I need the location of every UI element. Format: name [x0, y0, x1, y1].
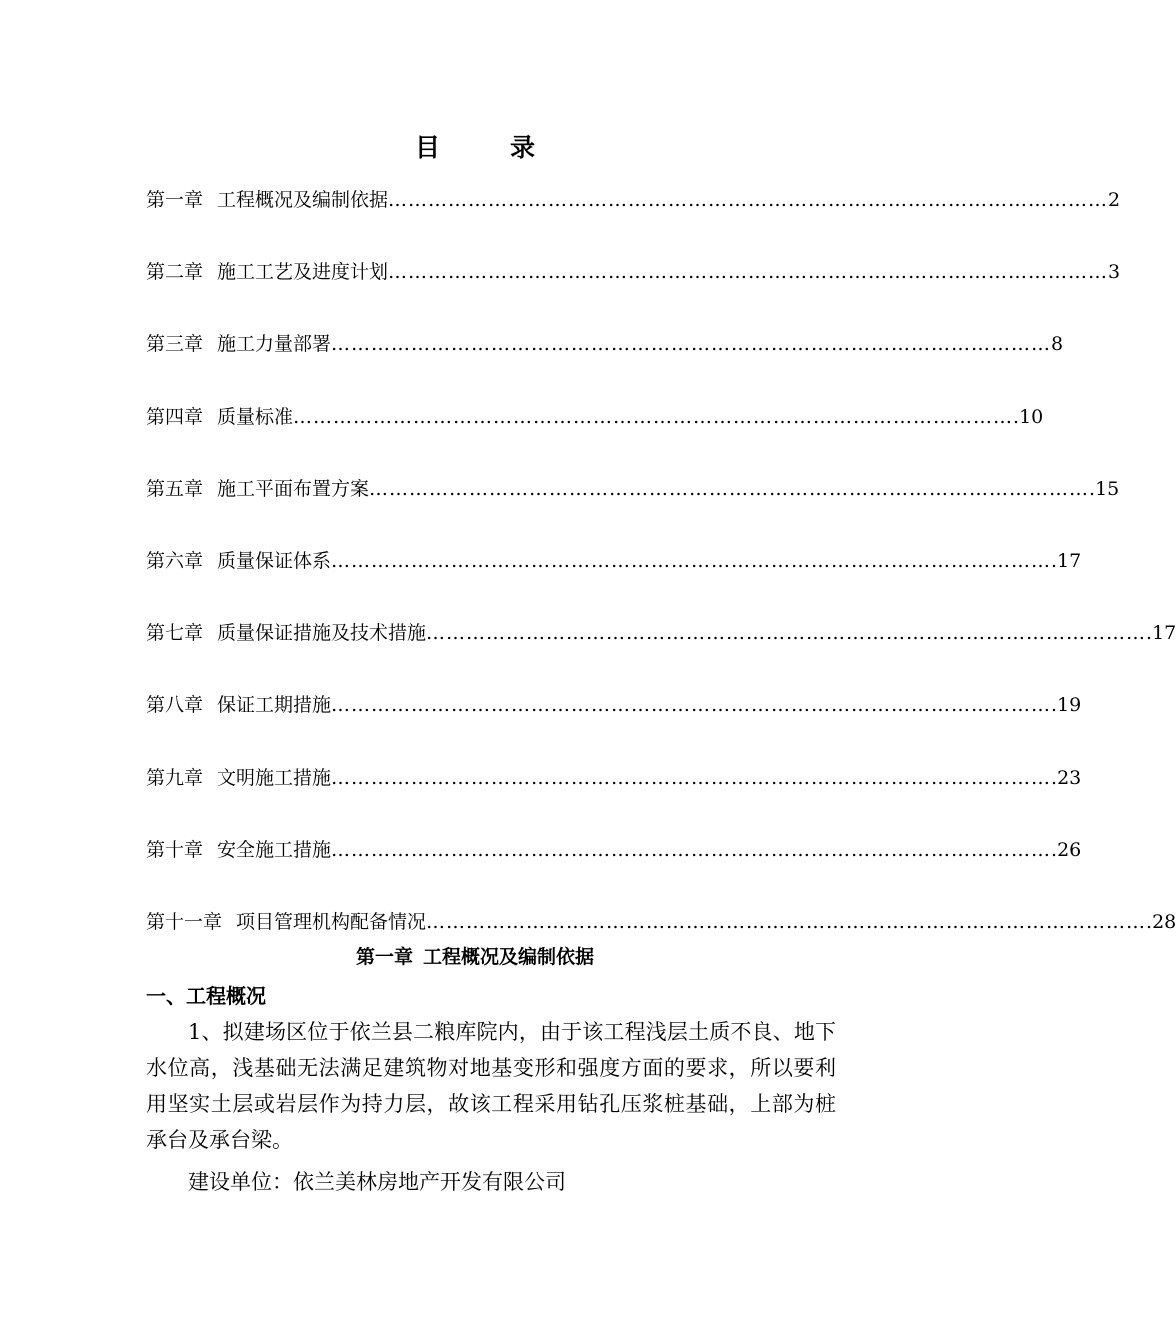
toc-leader: ………………………………………………………………………………………………	[331, 838, 1052, 861]
toc-entry[interactable]	[146, 185, 1121, 257]
toc-name: 质量保证体系	[217, 549, 332, 572]
toc-leader: ………………………………………………………………………………………………	[388, 189, 1109, 211]
toc-entry[interactable]	[146, 257, 1121, 329]
toc-page: .23	[1051, 766, 1082, 789]
toc-page: 3	[1108, 261, 1121, 284]
toc-leader: ………………………………………………………………………………………………	[426, 622, 1147, 645]
toc-leader: ………………………………………………………………………………………………	[331, 333, 1052, 356]
section-heading	[0, 942, 950, 969]
toc-title-left: 目	[414, 133, 440, 162]
toc-name: 施工力量部署	[217, 333, 332, 356]
toc-name: 文明施工措施	[217, 766, 332, 789]
toc-page: .17	[1051, 549, 1082, 572]
toc-page: 8	[1051, 333, 1064, 356]
toc-page: .28	[1146, 910, 1176, 933]
toc-chapter: 第二章	[146, 261, 204, 284]
toc-leader: ………………………………………………………………………………………………	[331, 766, 1052, 789]
toc-entry[interactable]	[146, 402, 1044, 474]
toc-name: 施工平面布置方案	[217, 477, 370, 500]
toc-leader: ………………………………………………………………………………………………	[426, 910, 1147, 933]
paragraph-project-overview: 1、拟建场区位于依兰县二粮库院内，由于该工程浅层土质不良、地下水位高，浅基础无法满足建筑物对地基变形和强度方面的要求，所以要利用坚实土层或岩层作为持力层，故该工程采用钻孔压浆桩基础，上部为桩承台及承台梁。	[146, 1020, 836, 1152]
toc-chapter: 第七章	[146, 622, 204, 645]
toc-entry[interactable]	[146, 763, 1082, 835]
toc-page: .10	[1013, 405, 1044, 428]
toc-name: 施工工艺及进度计划	[217, 261, 389, 284]
toc-leader: ………………………………………………………………………………………………	[331, 694, 1052, 717]
toc-title	[0, 128, 950, 164]
toc-chapter: 第八章	[146, 694, 204, 717]
section-chapter: 第一章	[355, 946, 413, 968]
toc-page: .17	[1146, 622, 1176, 645]
toc-entry[interactable]	[146, 618, 1176, 690]
toc-chapter: 第五章	[146, 477, 204, 500]
toc-leader: ………………………………………………………………………………………………	[331, 549, 1052, 572]
body-text	[146, 1014, 836, 1200]
table-of-contents	[146, 185, 1176, 979]
toc-leader: ………………………………………………………………………………………………	[388, 261, 1109, 284]
toc-name: 项目管理机构配备情况	[236, 910, 427, 933]
toc-chapter: 第六章	[146, 549, 204, 572]
toc-entry[interactable]	[146, 835, 1082, 907]
toc-page: 2	[1108, 189, 1121, 211]
toc-chapter: 第十一章	[146, 910, 223, 933]
toc-page: .19	[1051, 694, 1082, 717]
section-title: 工程概况及编制依据	[423, 946, 595, 968]
toc-name: 质量标准	[217, 405, 294, 428]
sub-heading: 一、工程概况	[146, 984, 266, 1008]
toc-page: .15	[1089, 477, 1120, 500]
toc-chapter: 第三章	[146, 333, 204, 356]
toc-leader: ………………………………………………………………………………………………	[369, 477, 1090, 500]
toc-chapter: 第九章	[146, 766, 204, 789]
paragraph-construction-unit: 建设单位：依兰美林房地产开发有限公司	[188, 1170, 566, 1194]
toc-name: 工程概况及编制依据	[217, 189, 389, 211]
toc-chapter: 第一章	[146, 189, 204, 211]
toc-chapter: 第四章	[146, 405, 204, 428]
toc-name: 安全施工措施	[217, 838, 332, 861]
toc-entry[interactable]	[146, 474, 1120, 546]
toc-name: 保证工期措施	[217, 694, 332, 717]
toc-title-right: 录	[510, 133, 536, 162]
toc-entry[interactable]	[146, 546, 1082, 618]
toc-entry[interactable]	[146, 690, 1082, 762]
toc-chapter: 第十章	[146, 838, 204, 861]
toc-name: 质量保证措施及技术措施	[217, 622, 427, 645]
toc-leader: ………………………………………………………………………………………………	[293, 405, 1014, 428]
toc-page: .26	[1051, 838, 1082, 861]
toc-entry[interactable]	[146, 329, 1064, 401]
